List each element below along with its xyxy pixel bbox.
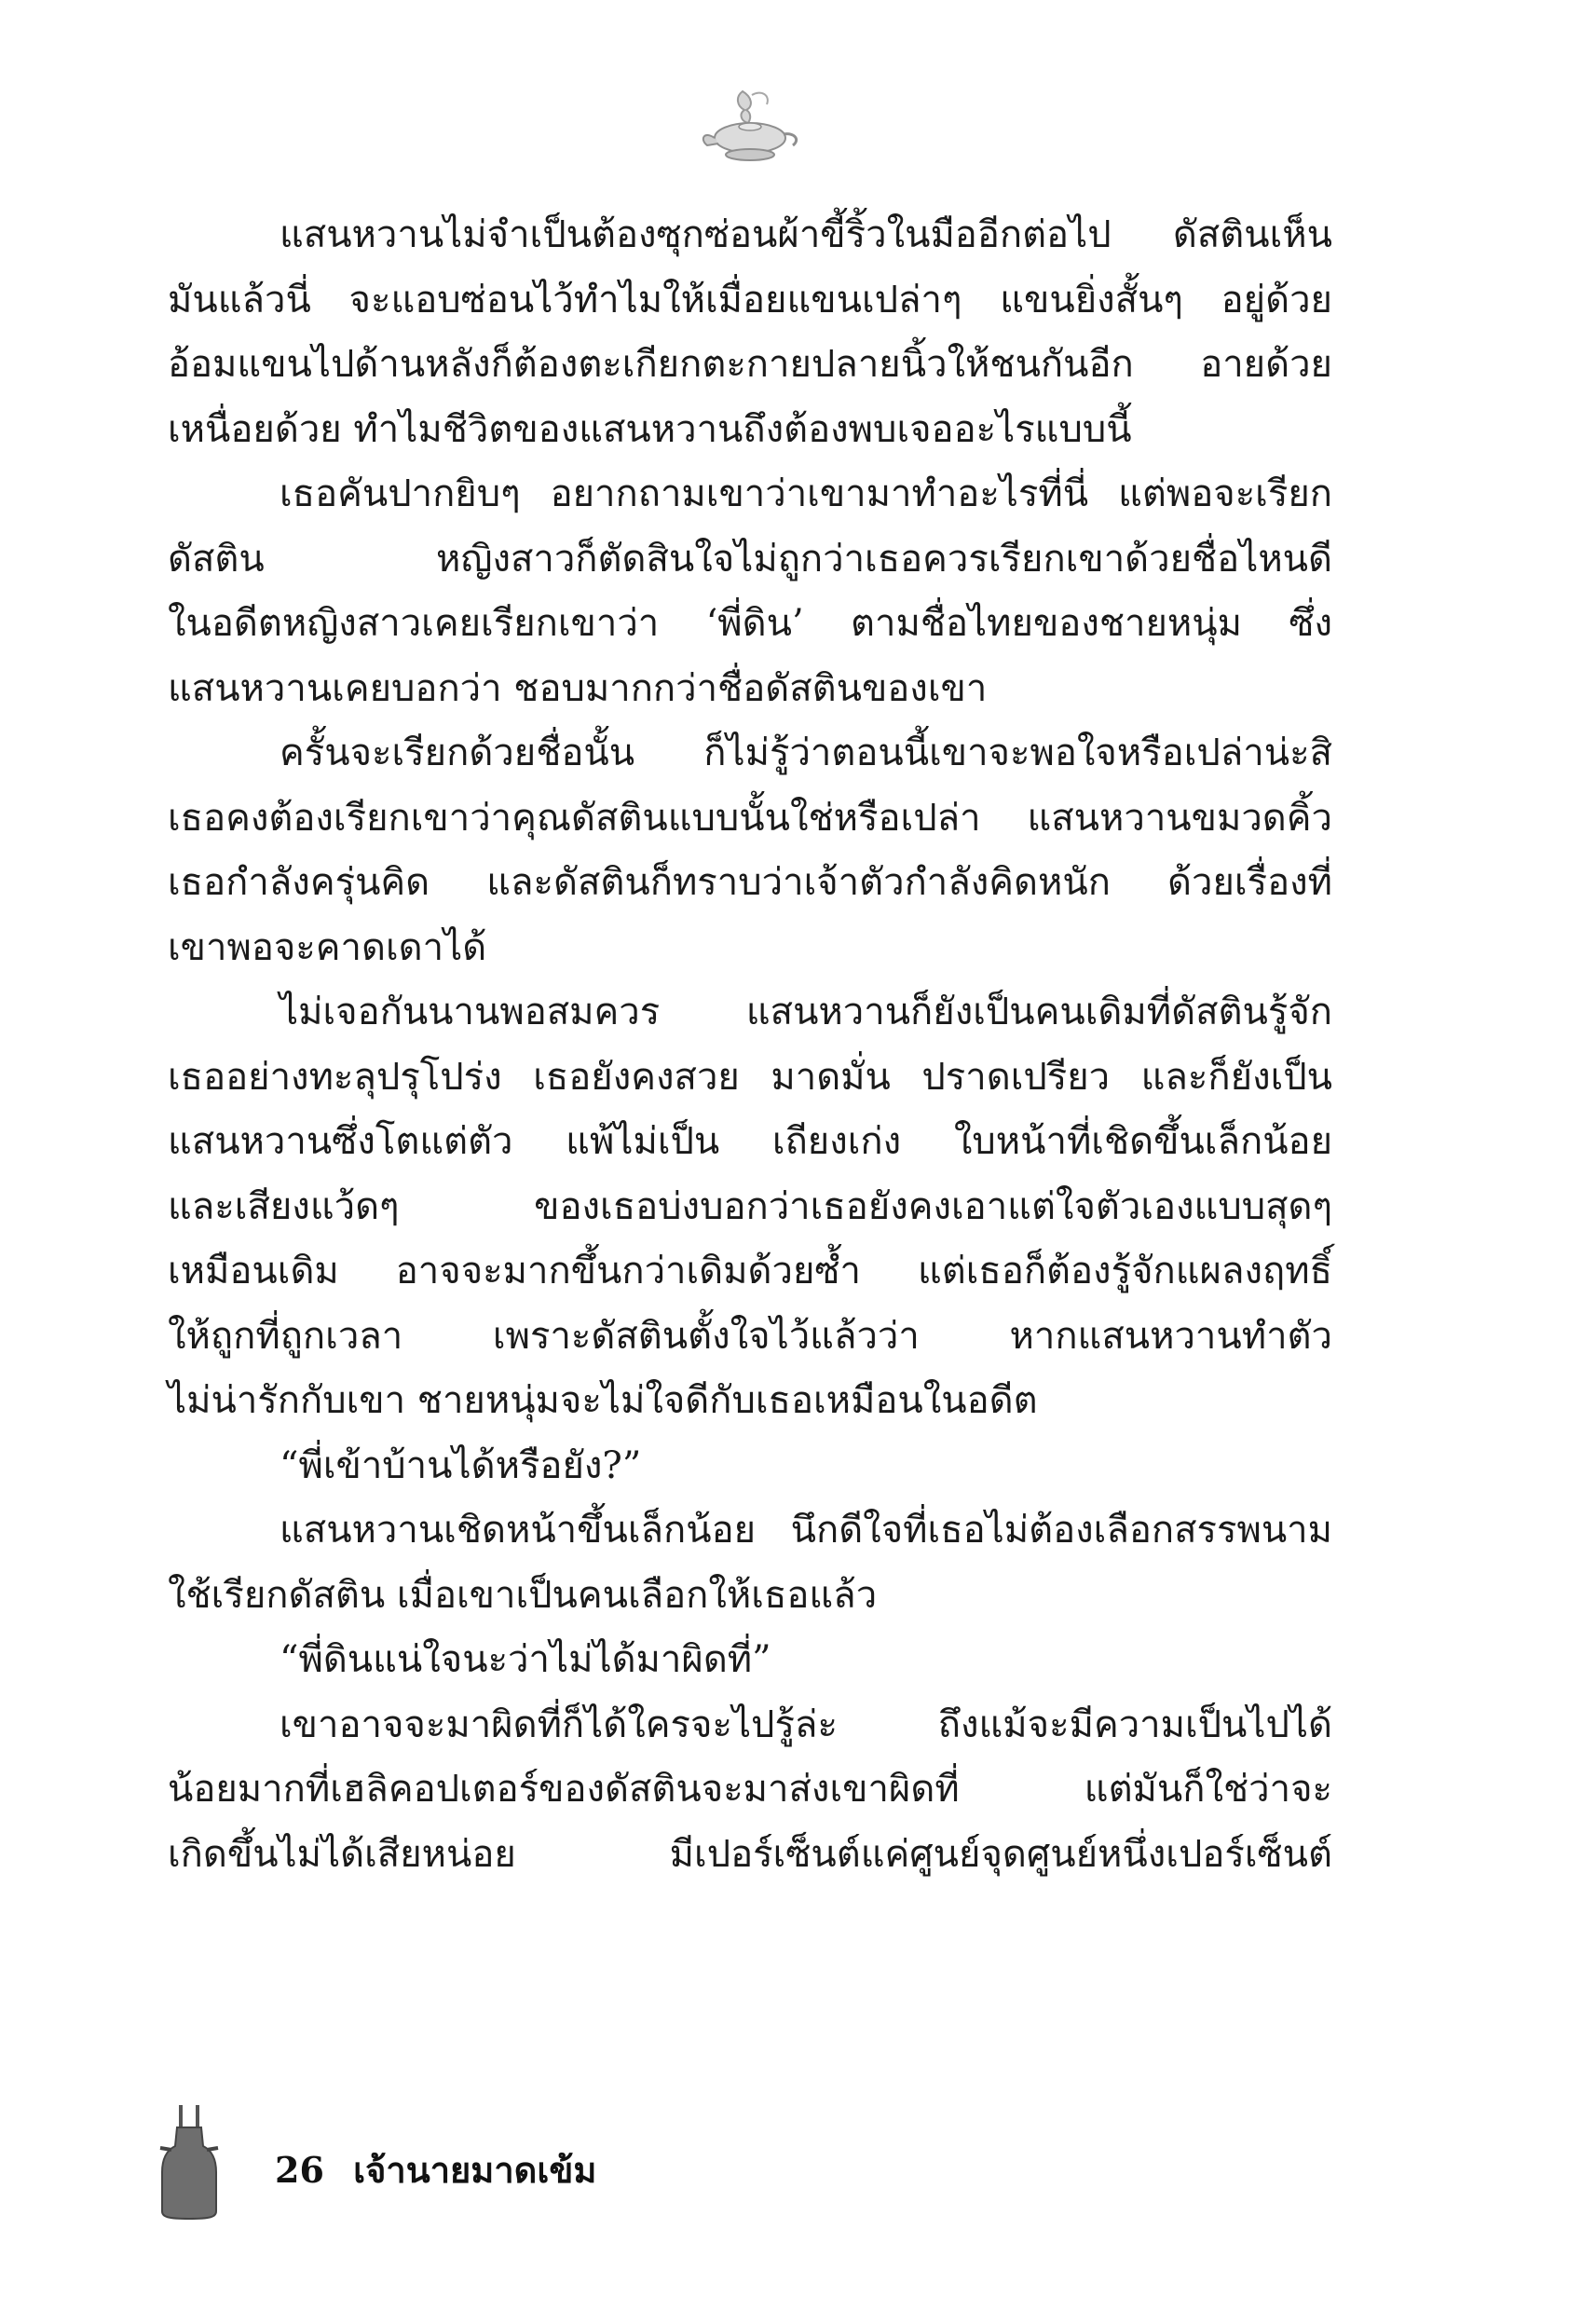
text-line: ในอดีตหญิงสาวเคยเรียกเขาว่า ‘พี่ดิน’ ตามชื่อไทยของชายหนุ่ม ซึ่ง bbox=[168, 602, 1332, 645]
text-line: เกิดขึ้นไม่ได้เสียหน่อย มีเปอร์เซ็นต์แค่ศูนย์จุดศูนย์หนึ่งเปอร์เซ็นต์ bbox=[168, 1832, 1332, 1876]
text-line: เหนื่อยด้วย ทำไมชีวิตของแสนหวานถึงต้องพบเจออะไรแบบนี้ bbox=[168, 407, 1132, 451]
text-line: แสนหวานไม่จำเป็นต้องซุกซ่อนผ้าขี้ริ้วในมืออีกต่อไป ดัสตินเห็น bbox=[280, 213, 1332, 256]
text-line: และเสียงแว้ดๆ ของเธอบ่งบอกว่าเธอยังคงเอาแต่ใจตัวเองแบบสุดๆ bbox=[168, 1184, 1332, 1228]
text-line: ไม่เจอกันนานพอสมควร แสนหวานก็ยังเป็นคนเดิมที่ดัสตินรู้จัก bbox=[280, 991, 1332, 1033]
text-line: เธอคันปากยิบๆ อยากถามเขาว่าเขามาทำอะไรที่นี่ แต่พอจะเรียก bbox=[280, 472, 1332, 515]
text-line: เธอกำลังครุ่นคิด และดัสตินก็ทราบว่าเจ้าตัวกำลังคิดหนัก ด้วยเรื่องที่ bbox=[168, 861, 1332, 904]
body-text bbox=[168, 203, 1332, 1887]
page-footer bbox=[275, 2141, 613, 2198]
text-line: เหมือนเดิม อาจจะมากขึ้นกว่าเดิมด้วยซ้ำ แต่เธอก็ต้องรู้จักแผลงฤทธิ์ bbox=[168, 1250, 1332, 1292]
text-line: ให้ถูกที่ถูกเวลา เพราะดัสตินตั้งใจไว้แล้วว่า หากแสนหวานทำตัว bbox=[168, 1314, 1332, 1358]
text-line: ครั้นจะเรียกด้วยชื่อนั้น ก็ไม่รู้ว่าตอนนี้เขาจะพอใจหรือเปล่าน่ะสิ bbox=[280, 732, 1332, 774]
text-line: ใช้เรียกดัสติน เมื่อเขาเป็นคนเลือกให้เธอแล้ว bbox=[168, 1573, 878, 1617]
apron-icon bbox=[157, 2101, 222, 2222]
text-line: เขาอาจจะมาผิดที่ก็ได้ใครจะไปรู้ล่ะ ถึงแม้จะมีความเป็นไปได้ bbox=[280, 1702, 1332, 1746]
text-line: แสนหวานเคยบอกว่า ชอบมากกว่าชื่อดัสตินของเขา bbox=[168, 666, 988, 710]
text-line: ไม่น่ารักกับเขา ชายหนุ่มจะไม่ใจดีกับเธอเหมือนในอดีต bbox=[168, 1379, 1038, 1422]
text-line: เธอคงต้องเรียกเขาว่าคุณดัสตินแบบนั้นใช่หรือเปล่า แสนหวานขมวดคิ้ว bbox=[168, 796, 1332, 840]
text-line: มันแล้วนี่ จะแอบซ่อนไว้ทำไมให้เมื่อยแขนเปล่าๆ แขนยิ่งสั้นๆ อยู่ด้วย bbox=[168, 278, 1332, 321]
genie-lamp-icon bbox=[694, 84, 806, 177]
text-line: แสนหวานซึ่งโตแต่ตัว แพ้ไม่เป็น เถียงเก่ง ใบหน้าที่เชิดขึ้นเล็กน้อย bbox=[168, 1120, 1332, 1163]
text-line: “พี่เข้าบ้านได้หรือยัง?” bbox=[280, 1443, 642, 1487]
page-number: 26 bbox=[275, 2149, 324, 2191]
text-line: แสนหวานเชิดหน้าขึ้นเล็กน้อย นึกดีใจที่เธอไม่ต้องเลือกสรรพนาม bbox=[280, 1509, 1332, 1552]
text-line: ดัสติน หญิงสาวก็ตัดสินใจไม่ถูกว่าเธอควรเรียกเขาด้วยชื่อไหนดี bbox=[168, 537, 1332, 581]
text-line: เธออย่างทะลุปรุโปร่ง เธอยังคงสวย มาดมั่น ปราดเปรียว และก็ยังเป็น bbox=[168, 1055, 1332, 1099]
text-line: “พี่ดินแน่ใจนะว่าไม่ได้มาผิดที่” bbox=[280, 1638, 771, 1681]
text-line: เขาพอจะคาดเดาได้ bbox=[168, 925, 487, 969]
book-title: เจ้านายมาดเข้ม bbox=[353, 2149, 597, 2191]
text-line: อ้อมแขนไปด้านหลังก็ต้องตะเกียกตะกายปลายนิ้วให้ชนกันอีก อายด้วย bbox=[168, 343, 1332, 386]
text-line: น้อยมากที่เฮลิคอปเตอร์ของดัสตินจะมาส่งเขาผิดที่ แต่มันก็ใช่ว่าจะ bbox=[168, 1768, 1332, 1811]
